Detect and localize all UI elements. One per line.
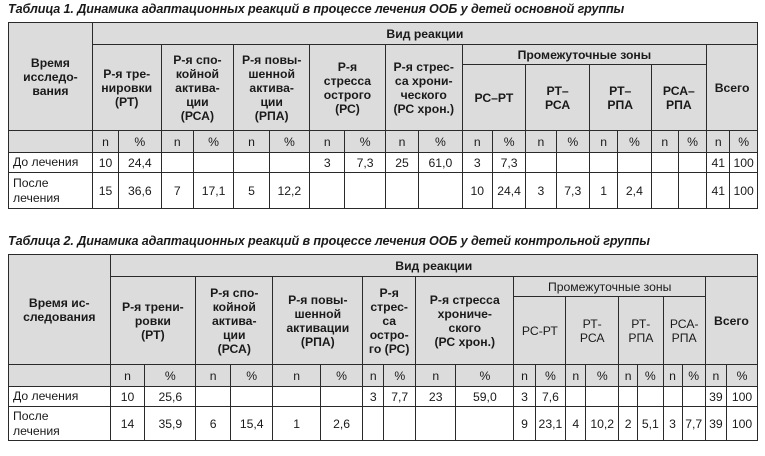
table1-row-header: Время исследо- вания xyxy=(9,23,93,131)
table2-pct-label: % xyxy=(384,365,416,387)
table-cell: 3 xyxy=(526,173,556,209)
row-label: До лечения xyxy=(9,387,111,407)
table1-n-label: n xyxy=(92,131,118,153)
table-cell xyxy=(586,387,619,407)
table-cell xyxy=(589,153,617,173)
table2-caption: Таблица 2. Динамика адаптационных реакций в процессе лечения ООБ у детей контрольной группы xyxy=(8,234,650,248)
table-cell xyxy=(345,173,385,209)
table-cell: 4 xyxy=(566,407,586,441)
table2-pct-label: % xyxy=(638,365,663,387)
table-cell: 59,0 xyxy=(456,387,514,407)
table1-col-rt-rsa: РТ– РСА xyxy=(526,65,590,131)
table-cell: 7 xyxy=(161,173,193,209)
table1-n-label: n xyxy=(651,131,678,153)
table-cell: 100 xyxy=(726,407,757,441)
table2-col-rt-rpa: РТ- РПА xyxy=(619,297,663,365)
table-cell: 23,1 xyxy=(535,407,566,441)
table1-col-rsa-rpa: РСА– РПА xyxy=(651,65,707,131)
table-cell xyxy=(269,153,309,173)
table-cell xyxy=(619,387,638,407)
table-cell: 39 xyxy=(705,407,726,441)
table1-col-rs-rt: РС–РТ xyxy=(462,65,526,131)
table-cell: 5 xyxy=(234,173,269,209)
table-cell xyxy=(231,387,273,407)
table1-n-label: n xyxy=(385,131,418,153)
table-cell: 15,4 xyxy=(231,407,273,441)
table-cell: 100 xyxy=(730,153,758,173)
table-cell: 24,4 xyxy=(492,173,525,209)
table-cell: 3 xyxy=(663,407,682,441)
table-cell: 1 xyxy=(589,173,617,209)
table2-col-rs: Р-я стрес- са остро- го (РС) xyxy=(363,277,416,365)
table2-group-header: Вид реакции xyxy=(110,255,757,277)
table2-row-header: Время ис- следования xyxy=(9,255,111,365)
table-cell xyxy=(678,153,706,173)
table1-n-pct-row-label xyxy=(9,131,93,153)
table-cell xyxy=(320,387,362,407)
table-cell: 3 xyxy=(310,153,345,173)
table2-pct-label: % xyxy=(586,365,619,387)
table-cell: 10 xyxy=(462,173,492,209)
table1-col-rsa: Р-я спо- койной актива- ции (РСА) xyxy=(161,45,234,131)
table1-n-label: n xyxy=(310,131,345,153)
table-cell xyxy=(638,387,663,407)
table-cell xyxy=(682,387,705,407)
table2-n-label: n xyxy=(663,365,682,387)
table-cell: 14 xyxy=(110,407,145,441)
table1-pct-label: % xyxy=(193,131,233,153)
table-cell: 61,0 xyxy=(419,153,462,173)
table-cell: 3 xyxy=(363,387,384,407)
table1-pct-label: % xyxy=(345,131,385,153)
table2-pct-label: % xyxy=(320,365,362,387)
table1-n-label: n xyxy=(589,131,617,153)
table-cell: 9 xyxy=(514,407,535,441)
table-cell: 100 xyxy=(730,173,758,209)
table2-col-rsa: Р-я спо- койной актива- ции (РСА) xyxy=(196,277,273,365)
table-cell xyxy=(161,153,193,173)
table-cell: 12,2 xyxy=(269,173,309,209)
table-cell xyxy=(556,153,589,173)
table-cell xyxy=(273,387,321,407)
table-cell: 17,1 xyxy=(193,173,233,209)
table-row xyxy=(9,387,758,407)
table-cell xyxy=(196,387,231,407)
table-cell: 7,3 xyxy=(556,173,589,209)
table-cell xyxy=(663,387,682,407)
table-cell: 3 xyxy=(514,387,535,407)
table-cell xyxy=(363,407,384,441)
table2-pct-label: % xyxy=(145,365,196,387)
table-cell xyxy=(456,407,514,441)
table1-pct-label: % xyxy=(492,131,525,153)
table-cell: 10 xyxy=(110,387,145,407)
table2-intermediate-header: Промежуточные зоны xyxy=(514,277,705,297)
table-cell xyxy=(419,173,462,209)
table1-pct-label: % xyxy=(556,131,589,153)
table1-pct-label: % xyxy=(119,131,161,153)
table-cell xyxy=(416,407,456,441)
table2-n-label: n xyxy=(619,365,638,387)
table-cell: 2 xyxy=(619,407,638,441)
table-cell xyxy=(234,153,269,173)
table2-col-rt-rsa: РТ- РСА xyxy=(566,297,619,365)
table1-total-header: Всего xyxy=(707,45,758,131)
table1-n-label: n xyxy=(234,131,269,153)
table-row xyxy=(9,407,758,441)
table-cell: 7,6 xyxy=(535,387,566,407)
table-cell: 7,3 xyxy=(492,153,525,173)
table1-n-label: n xyxy=(161,131,193,153)
table2-n-label: n xyxy=(416,365,456,387)
table-cell: 2,6 xyxy=(320,407,362,441)
table1-pct-label: % xyxy=(419,131,462,153)
table-cell: 35,9 xyxy=(145,407,196,441)
table-cell: 7,7 xyxy=(682,407,705,441)
table2-n-label: n xyxy=(273,365,321,387)
table2-pct-label: % xyxy=(682,365,705,387)
table1 xyxy=(8,22,758,209)
table2-col-rs-chron: Р-я стресса хрониче- ского (РС хрон.) xyxy=(416,277,514,365)
table-cell: 25,6 xyxy=(145,387,196,407)
table2-pct-label: % xyxy=(726,365,757,387)
table1-n-label: n xyxy=(707,131,730,153)
table1-intermediate-header: Промежуточные зоны xyxy=(462,45,707,65)
table2-n-label: n xyxy=(110,365,145,387)
table-cell: 7,7 xyxy=(384,387,416,407)
table-cell: 41 xyxy=(707,153,730,173)
table-cell xyxy=(526,153,556,173)
table1-col-rs-chron: Р-я стрес- са хрони- ческого (РС хрон.) xyxy=(385,45,462,131)
table1-col-rt-rpa: РТ– РПА xyxy=(589,65,651,131)
table2-n-pct-row-label xyxy=(9,365,111,387)
row-label: После лечения xyxy=(9,407,111,441)
table1-pct-label: % xyxy=(618,131,651,153)
table-cell: 10 xyxy=(92,153,118,173)
table2-n-label: n xyxy=(363,365,384,387)
table-cell xyxy=(678,173,706,209)
table-cell xyxy=(384,407,416,441)
table-cell xyxy=(566,387,586,407)
table-cell: 6 xyxy=(196,407,231,441)
table-cell: 5,1 xyxy=(638,407,663,441)
table-cell: 24,4 xyxy=(119,153,161,173)
table1-caption: Таблица 1. Динамика адаптационных реакций в процессе лечения ООБ у детей основной группы xyxy=(8,2,625,16)
table-cell: 15 xyxy=(92,173,118,209)
row-label: До лечения xyxy=(9,153,93,173)
table2-col-rs-rt: РС-РТ xyxy=(514,297,566,365)
table2-total-header: Всего xyxy=(705,277,757,365)
table-cell: 41 xyxy=(707,173,730,209)
table-cell xyxy=(385,173,418,209)
table-cell: 7,3 xyxy=(345,153,385,173)
table-cell: 39 xyxy=(705,387,726,407)
table-cell: 25 xyxy=(385,153,418,173)
table-cell: 10,2 xyxy=(586,407,619,441)
row-label: После лечения xyxy=(9,173,93,209)
table1-n-label: n xyxy=(526,131,556,153)
table-cell: 3 xyxy=(462,153,492,173)
table2-pct-label: % xyxy=(535,365,566,387)
table1-col-rs: Р-я стресса острого (РС) xyxy=(310,45,386,131)
table1-pct-label: % xyxy=(269,131,309,153)
table2-n-label: n xyxy=(566,365,586,387)
table-cell xyxy=(310,173,345,209)
table1-pct-label: % xyxy=(678,131,706,153)
table2-col-rsa-rpa: РСА- РПА xyxy=(663,297,705,365)
table2-pct-label: % xyxy=(456,365,514,387)
table-cell xyxy=(193,153,233,173)
table2-col-rpa: Р-я повы- шенной активации (РПА) xyxy=(273,277,363,365)
table2-n-label: n xyxy=(705,365,726,387)
table-row xyxy=(9,173,758,209)
table-cell xyxy=(618,153,651,173)
table1-pct-label: % xyxy=(730,131,758,153)
table-cell: 23 xyxy=(416,387,456,407)
table2-col-rt: Р-я трени- ровки (РТ) xyxy=(110,277,196,365)
table1-col-rt: Р-я тре- нировки (РТ) xyxy=(92,45,161,131)
table-cell xyxy=(651,173,678,209)
table1-group-header: Вид реакции xyxy=(92,23,757,45)
table-cell: 36,6 xyxy=(119,173,161,209)
table-cell: 1 xyxy=(273,407,321,441)
table2 xyxy=(8,254,758,441)
table1-col-rpa: Р-я повы- шенной актива- ции (РПА) xyxy=(234,45,310,131)
table2-n-label: n xyxy=(196,365,231,387)
table1-n-label: n xyxy=(462,131,492,153)
table-cell: 100 xyxy=(726,387,757,407)
table-row xyxy=(9,153,758,173)
table-cell: 2,4 xyxy=(618,173,651,209)
table-cell xyxy=(651,153,678,173)
table2-n-label: n xyxy=(514,365,535,387)
table2-pct-label: % xyxy=(231,365,273,387)
